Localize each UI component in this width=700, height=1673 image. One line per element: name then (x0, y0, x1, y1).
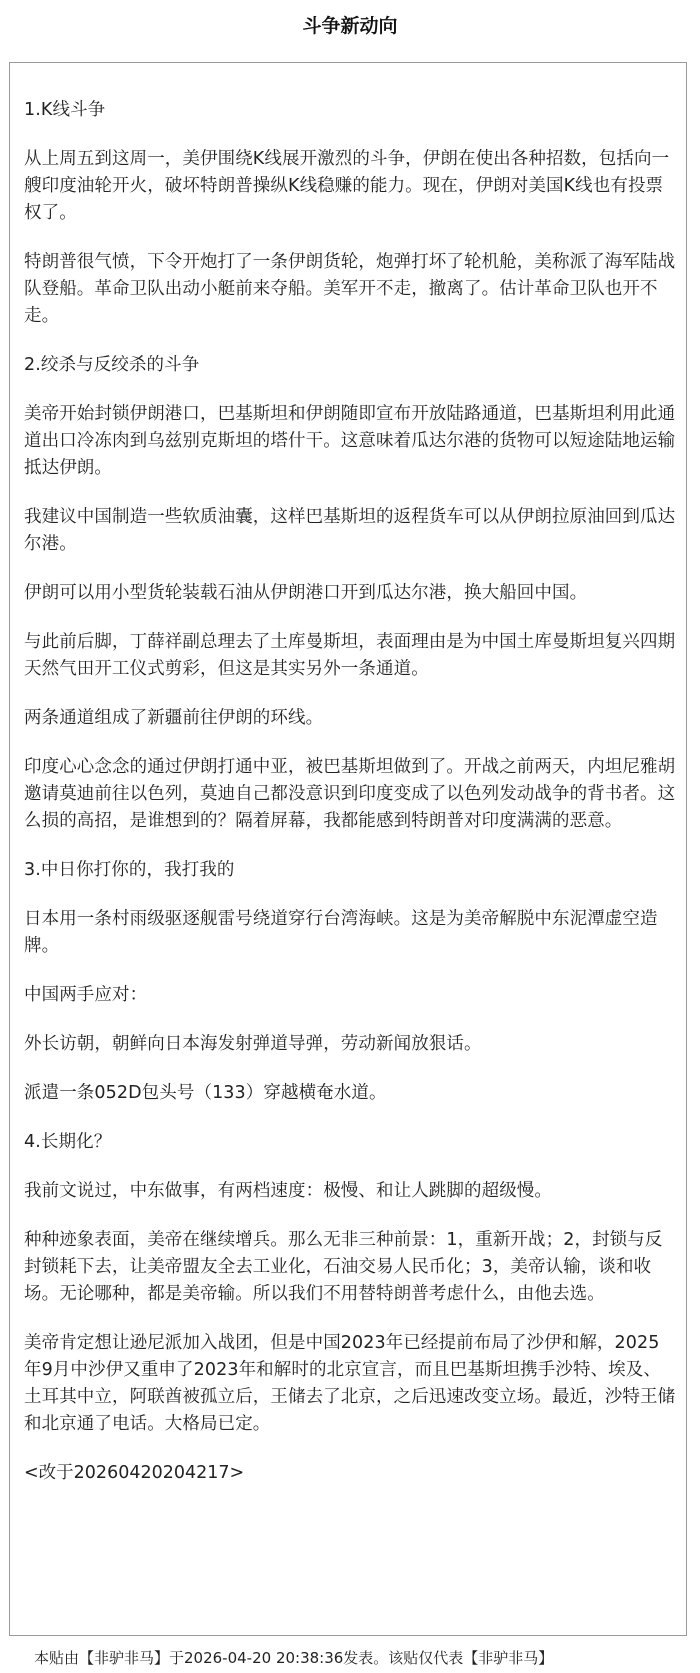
section-heading-3: 3.中日你打你的，我打我的 (24, 860, 235, 880)
paragraph: 特朗普很气愤，下令开炮打了一条伊朗货轮，炮弹打坏了轮机舱，美称派了海军陆战队登船。革命卫队出动小艇前来夺船。美军开不走，撤离了。估计革命卫队也开不走。 (24, 252, 676, 326)
paragraph: 种种迹象表面，美帝在继续增兵。那么无非三种前景：1，重新开战；2，封锁与反封锁耗下去，让美帝盟友全去工业化，石油交易人民币化；3，美帝认输，谈和收场。无论哪种，都是美帝输。所以我们不用替特朗普考虑什么，由他去选。 (24, 1230, 663, 1304)
paragraph: 我前文说过，中东做事，有两档速度：极慢、和让人跳脚的超级慢。 (24, 1181, 552, 1201)
paragraph: 印度心心念念的通过伊朗打通中亚，被巴基斯坦做到了。开战之前两天，内坦尼雅胡邀请莫迪前往以色列，莫迪自己都没意识到印度变成了以色列发动战争的背书者。这么损的高招，是谁想到的？隔着屏幕，我都能感到特朗普对印度满满的恶意。 (24, 757, 676, 831)
section-heading-4: 4.长期化？ (24, 1132, 112, 1152)
paragraph: 中国两手应对： (24, 985, 148, 1005)
footer-fade-overlay (560, 1642, 700, 1673)
paragraph: 伊朗可以用小型货轮装载石油从伊朗港口开到瓜达尔港，换大船回中国。 (24, 583, 588, 603)
paragraph: 我建议中国制造一些软质油囊，这样巴基斯坦的返程货车可以从伊朗拉原油回到瓜达尔港。 (24, 507, 676, 554)
post-body (9, 62, 687, 1636)
page-title: 斗争新动向 (302, 15, 398, 37)
section-heading-1: 1.K线斗争 (24, 100, 106, 120)
paragraph: 与此前后脚，丁薛祥副总理去了土库曼斯坦，表面理由是为中国土库曼斯坦复兴四期天然气田开工仪式剪彩，但这是其实另外一条通道。 (24, 632, 676, 679)
edit-timestamp: <改于20260420204217> (24, 1463, 245, 1483)
paragraph: 从上周五到这周一，美伊围绕K线展开激烈的斗争，伊朗在使出各种招数，包括向一艘印度油轮开火，破坏特朗普操纵K线稳赚的能力。现在，伊朗对美国K线也有投票权了。 (24, 149, 670, 223)
paragraph: 美帝开始封锁伊朗港口，巴基斯坦和伊朗随即宣布开放陆路通道，巴基斯坦利用此通道出口冷冻肉到乌兹别克斯坦的塔什干。这意味着瓜达尔港的货物可以短途陆地运输抵达伊朗。 (24, 404, 676, 478)
paragraph: 外长访朝，朝鲜向日本海发射弹道导弹，劳动新闻放狠话。 (24, 1034, 482, 1054)
paragraph: 日本用一条村雨级驱逐舰雷号绕道穿行台湾海峡。这是为美帝解脱中东泥潭虚空造牌。 (24, 909, 658, 956)
post-footer-note: 本贴由【非驴非马】于2026-04-20 20:38:36发表。该贴仅代表【非驴非马】 (34, 1649, 554, 1667)
paragraph: 派遣一条052D包头号（133）穿越横奄水道。 (24, 1083, 387, 1103)
section-heading-2: 2.绞杀与反绞杀的斗争 (24, 355, 200, 375)
paragraph: 美帝肯定想让逊尼派加入战团，但是中国2023年已经提前布局了沙伊和解，2025年9月中沙伊又重申了2023年和解时的北京宣言，而且巴基斯坦携手沙特、埃及、土耳其中立，阿联酋被孤立后，王储去了北京，之后迅速改变立场。最近，沙特王储和北京通了电话。大格局已定。 (24, 1333, 676, 1434)
paragraph: 两条通道组成了新疆前往伊朗的环线。 (24, 708, 324, 728)
